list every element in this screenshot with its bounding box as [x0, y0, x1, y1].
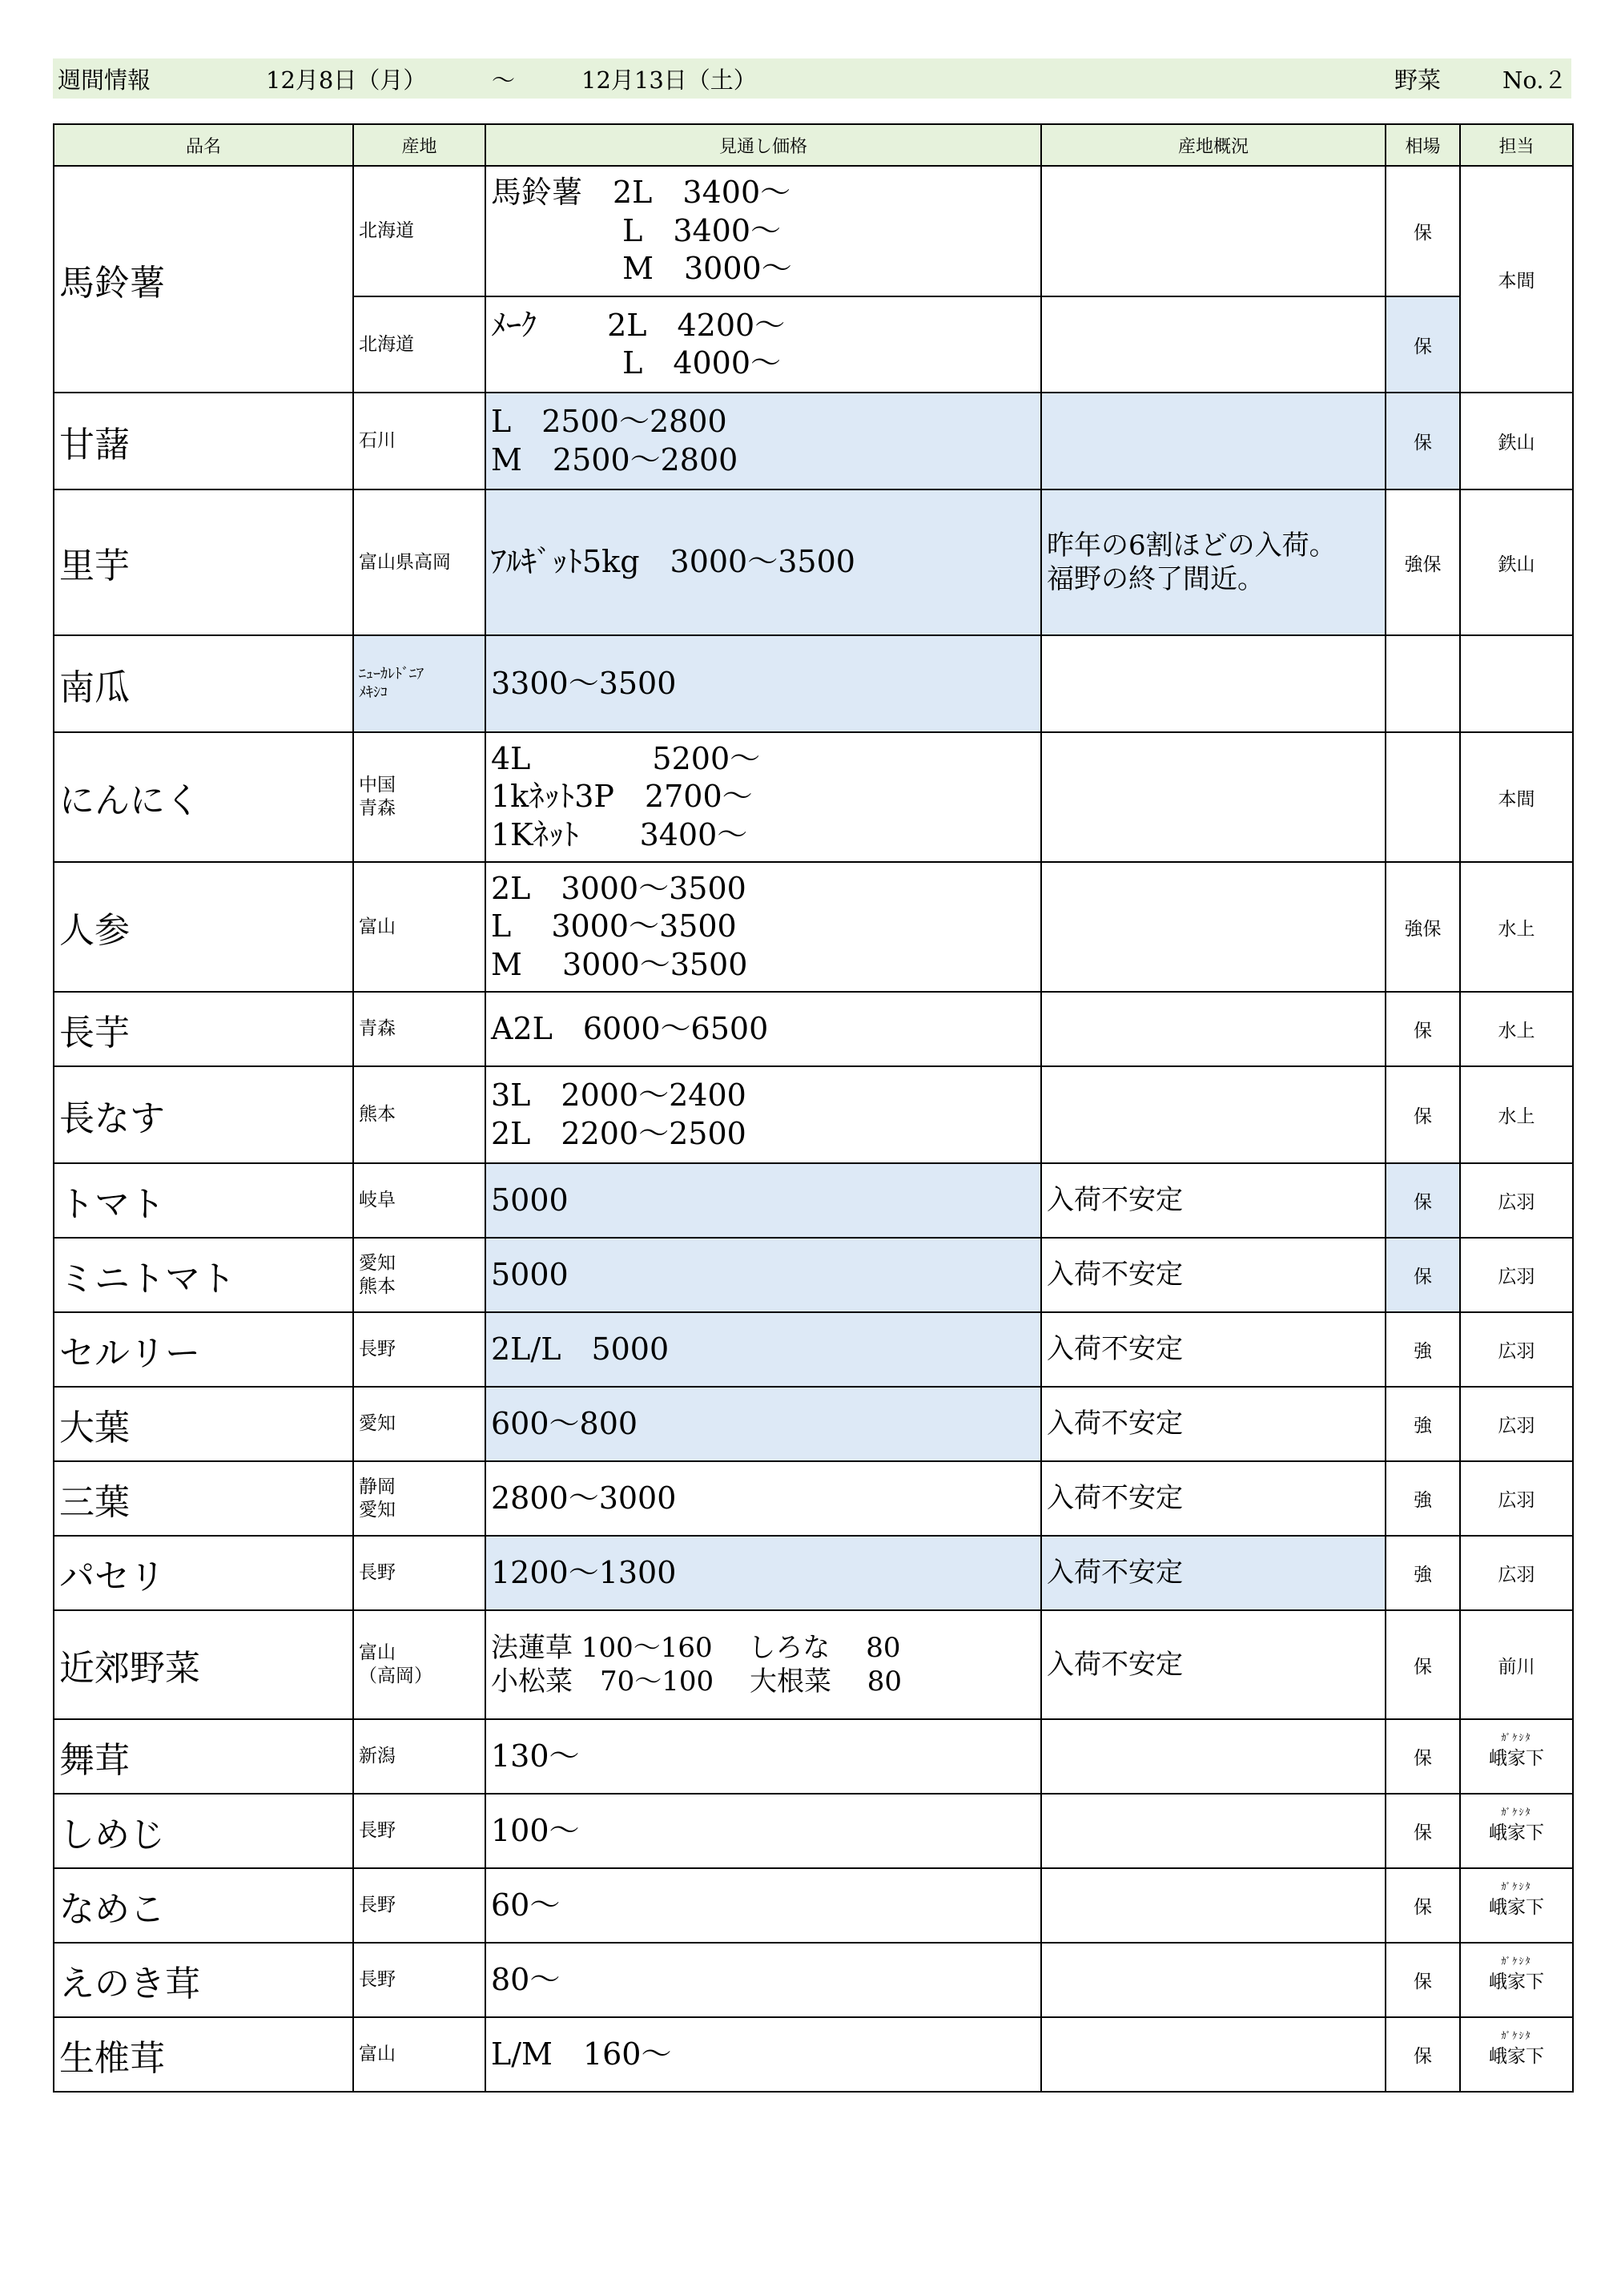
item-name: 長芋	[54, 992, 353, 1066]
item-market	[1386, 635, 1460, 732]
item-staff: 水上	[1460, 992, 1573, 1066]
item-market: 保	[1386, 393, 1460, 489]
item-market: 保	[1386, 1066, 1460, 1163]
item-origin: 富山県高岡	[353, 489, 485, 635]
item-price: 2L/L 5000	[485, 1312, 1041, 1387]
item-note	[1041, 635, 1386, 732]
item-note	[1041, 732, 1386, 862]
item-note: 入荷不安定	[1041, 1238, 1386, 1312]
item-note	[1041, 296, 1386, 393]
item-origin: 長野	[353, 1868, 485, 1943]
item-origin: 青森	[353, 992, 485, 1066]
item-price: 1200～1300	[485, 1536, 1041, 1610]
item-market: 保	[1386, 1610, 1460, 1719]
item-note: 入荷不安定	[1041, 1163, 1386, 1238]
item-market	[1386, 732, 1460, 862]
item-name: しめじ	[54, 1794, 353, 1868]
table-row	[54, 1610, 1573, 1719]
item-market: 保	[1386, 1868, 1460, 1943]
item-price: 100～	[485, 1794, 1041, 1868]
item-name: パセリ	[54, 1536, 353, 1610]
item-staff: 広羽	[1460, 1536, 1573, 1610]
item-staff: 鉄山	[1460, 393, 1573, 489]
item-origin: 新潟	[353, 1719, 485, 1794]
table-row	[54, 1312, 1573, 1387]
item-origin: 北海道	[353, 166, 485, 296]
item-price: 馬鈴薯 2L 3400～ L 3400～ M 3000～	[485, 166, 1041, 296]
table-row	[54, 1719, 1573, 1794]
item-name: 大葉	[54, 1387, 353, 1461]
item-price: 600～800	[485, 1387, 1041, 1461]
page-number: No.２	[1502, 66, 1567, 94]
item-staff: 広羽	[1460, 1238, 1573, 1312]
item-note	[1041, 2017, 1386, 2092]
item-name: なめこ	[54, 1868, 353, 1943]
item-market: 強保	[1386, 489, 1460, 635]
item-origin: 長野	[353, 1794, 485, 1868]
item-price: L 2500～2800 M 2500～2800	[485, 393, 1041, 489]
item-note	[1041, 1794, 1386, 1868]
item-staff: 広羽	[1460, 1461, 1573, 1536]
table-row	[54, 166, 1573, 296]
item-price: 3300～3500	[485, 635, 1041, 732]
item-name: 甘藷	[54, 393, 353, 489]
item-name: ミニトマト	[54, 1238, 353, 1312]
item-market: 保	[1386, 1719, 1460, 1794]
item-market: 保	[1386, 166, 1460, 296]
table-row	[54, 992, 1573, 1066]
item-name: トマト	[54, 1163, 353, 1238]
item-note	[1041, 862, 1386, 992]
item-staff: 広羽	[1460, 1312, 1573, 1387]
table-row	[54, 2017, 1573, 2092]
item-origin: 長野	[353, 1943, 485, 2017]
item-market: 強	[1386, 1461, 1460, 1536]
item-staff: ｶﾞｹｼﾀ 峨家下	[1460, 1943, 1573, 2017]
item-note: 入荷不安定	[1041, 1387, 1386, 1461]
table-row	[54, 393, 1573, 489]
table-header-row	[54, 124, 1573, 166]
date-tilde: ～	[492, 66, 516, 94]
item-price: 2L 3000～3500 L 3000～3500 M 3000～3500	[485, 862, 1041, 992]
item-market: 保	[1386, 1163, 1460, 1238]
col-header-staff: 担当	[1460, 124, 1573, 166]
item-name: 生椎茸	[54, 2017, 353, 2092]
table-row	[54, 1066, 1573, 1163]
table-row	[54, 1461, 1573, 1536]
header-bar	[53, 58, 1571, 99]
item-market: 保	[1386, 992, 1460, 1066]
item-name: 馬鈴薯	[54, 166, 353, 393]
item-market: 保	[1386, 296, 1460, 393]
item-price: 4L 5200～ 1kﾈｯﾄ3P 2700～ 1Kﾈｯﾄ 3400～	[485, 732, 1041, 862]
item-price: 130～	[485, 1719, 1041, 1794]
item-staff	[1460, 635, 1573, 732]
item-staff: 広羽	[1460, 1163, 1573, 1238]
item-price: 60～	[485, 1868, 1041, 1943]
item-staff: 水上	[1460, 1066, 1573, 1163]
table-row	[54, 635, 1573, 732]
item-price: A2L 6000～6500	[485, 992, 1041, 1066]
item-name: 舞茸	[54, 1719, 353, 1794]
date-from: 12月8日（月）	[266, 66, 427, 94]
item-origin: 石川	[353, 393, 485, 489]
table-row	[54, 862, 1573, 992]
item-note	[1041, 393, 1386, 489]
item-staff: 水上	[1460, 862, 1573, 992]
item-staff: ｶﾞｹｼﾀ 峨家下	[1460, 1868, 1573, 1943]
item-market: 強	[1386, 1387, 1460, 1461]
category-label: 野菜	[1394, 66, 1442, 94]
item-price: 法蓮草 100～160 しろな 80 小松菜 70～100 大根菜 80	[485, 1610, 1041, 1719]
item-note: 昨年の6割ほどの入荷。 福野の終了間近。	[1041, 489, 1386, 635]
item-origin: ﾆｭｰｶﾚﾄﾞﾆｱ ﾒｷｼｺ	[353, 635, 485, 732]
item-staff: 鉄山	[1460, 489, 1573, 635]
table-row	[54, 1794, 1573, 1868]
item-origin: 富山	[353, 862, 485, 992]
item-name: にんにく	[54, 732, 353, 862]
item-origin: 熊本	[353, 1066, 485, 1163]
table-row	[54, 1238, 1573, 1312]
table-row	[54, 1943, 1573, 2017]
col-header-market: 相場	[1386, 124, 1460, 166]
date-to: 12月13日（土）	[581, 66, 757, 94]
item-market: 強	[1386, 1312, 1460, 1387]
item-price: L/M 160～	[485, 2017, 1041, 2092]
table-row	[54, 1536, 1573, 1610]
item-price: ｱﾙｷﾞｯﾄ5kg 3000～3500	[485, 489, 1041, 635]
item-note: 入荷不安定	[1041, 1536, 1386, 1610]
item-price: 80～	[485, 1943, 1041, 2017]
table-row	[54, 732, 1573, 862]
item-origin: 富山 （高岡）	[353, 1610, 485, 1719]
item-price: 5000	[485, 1163, 1041, 1238]
item-origin: 愛知 熊本	[353, 1238, 485, 1312]
item-origin: 富山	[353, 2017, 485, 2092]
item-staff: 本間	[1460, 732, 1573, 862]
item-name: えのき茸	[54, 1943, 353, 2017]
item-note	[1041, 992, 1386, 1066]
item-price: 5000	[485, 1238, 1041, 1312]
item-note	[1041, 1719, 1386, 1794]
col-header-name: 品名	[54, 124, 353, 166]
item-market: 強保	[1386, 862, 1460, 992]
item-name: 人参	[54, 862, 353, 992]
item-origin: 中国 青森	[353, 732, 485, 862]
item-price: 3L 2000～2400 2L 2200～2500	[485, 1066, 1041, 1163]
item-origin: 静岡 愛知	[353, 1461, 485, 1536]
item-note	[1041, 166, 1386, 296]
item-name: 里芋	[54, 489, 353, 635]
item-note	[1041, 1066, 1386, 1163]
item-origin: 長野	[353, 1312, 485, 1387]
item-market: 保	[1386, 1238, 1460, 1312]
table-row	[54, 489, 1573, 635]
item-name: 三葉	[54, 1461, 353, 1536]
item-note: 入荷不安定	[1041, 1461, 1386, 1536]
item-market: 保	[1386, 1794, 1460, 1868]
item-origin: 北海道	[353, 296, 485, 393]
price-table	[53, 123, 1574, 2093]
item-note: 入荷不安定	[1041, 1610, 1386, 1719]
item-name: 南瓜	[54, 635, 353, 732]
item-market: 保	[1386, 2017, 1460, 2092]
item-note	[1041, 1943, 1386, 2017]
item-staff: 前川	[1460, 1610, 1573, 1719]
item-origin: 岐阜	[353, 1163, 485, 1238]
item-origin: 長野	[353, 1536, 485, 1610]
table-row	[54, 1163, 1573, 1238]
item-note: 入荷不安定	[1041, 1312, 1386, 1387]
item-staff: 本間	[1460, 166, 1573, 393]
item-name: セルリー	[54, 1312, 353, 1387]
col-header-origin: 産地	[353, 124, 485, 166]
col-header-price: 見通し価格	[485, 124, 1041, 166]
item-name: 長なす	[54, 1066, 353, 1163]
item-staff: 広羽	[1460, 1387, 1573, 1461]
col-header-note: 産地概況	[1041, 124, 1386, 166]
item-staff: ｶﾞｹｼﾀ 峨家下	[1460, 1794, 1573, 1868]
item-price: 2800～3000	[485, 1461, 1041, 1536]
item-market: 強	[1386, 1536, 1460, 1610]
item-price: ﾒｰｸ 2L 4200～ L 4000～	[485, 296, 1041, 393]
item-staff: ｶﾞｹｼﾀ 峨家下	[1460, 1719, 1573, 1794]
header-label: 週間情報	[58, 66, 151, 94]
item-note	[1041, 1868, 1386, 1943]
table-row	[54, 1387, 1573, 1461]
item-name: 近郊野菜	[54, 1610, 353, 1719]
item-origin: 愛知	[353, 1387, 485, 1461]
table-row	[54, 1868, 1573, 1943]
item-staff: ｶﾞｹｼﾀ 峨家下	[1460, 2017, 1573, 2092]
item-market: 保	[1386, 1943, 1460, 2017]
